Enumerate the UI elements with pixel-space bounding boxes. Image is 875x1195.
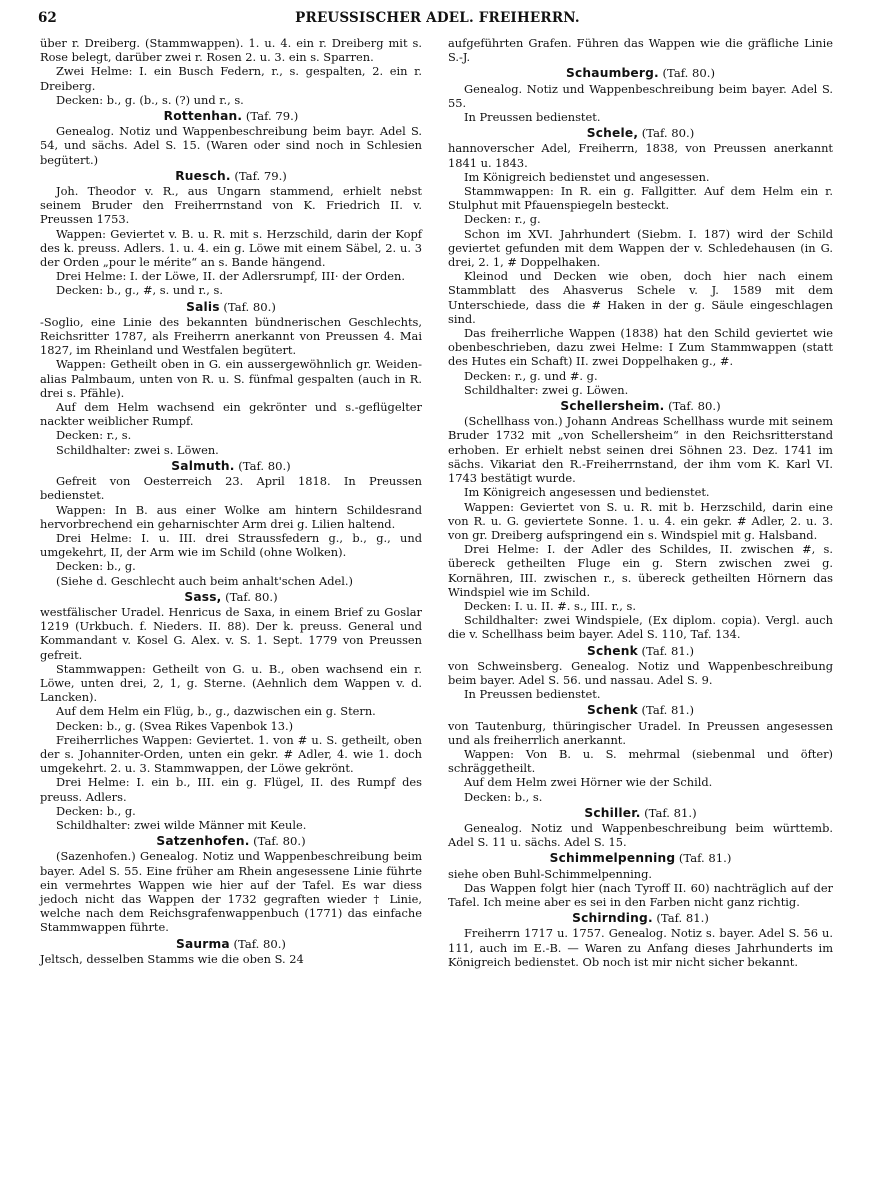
family-entry (40, 300, 422, 457)
entry-paragraph: Decken: r., g. und #. g. (464, 368, 598, 383)
family-entry (448, 851, 833, 909)
left-column (40, 36, 422, 967)
entry-paragraph: Decken: b., g. (b., s. (?) und r., s. (56, 92, 244, 107)
entry-paragraph: Decken: b., g. (56, 803, 136, 818)
family-entry (448, 703, 833, 803)
entry-paragraph: von Schweinsberg. Genealog. Notiz und Wappenbeschreibung beim bayer. Adel S. 56. und nassau. Adel S. 9. (448, 658, 833, 687)
plate-reference: (Taf. 80.) (238, 458, 291, 473)
entry-heading (448, 806, 833, 820)
family-entry (40, 109, 422, 167)
entry-paragraph: Stammwappen: Getheilt von G. u. B., oben wachsend ein r. Löwe, unten drei, 2, 1, g. Sterne. (Aehnlich dem Wappen v. d. Lancken). (40, 661, 422, 705)
entry-paragraph: Schildhalter: zwei g. Löwen. (464, 382, 629, 397)
entry-heading (40, 109, 422, 123)
plate-reference: (Taf. 81.) (641, 643, 695, 658)
family-entry (448, 66, 833, 124)
entry-paragraph: Zwei Helme: I. ein Busch Federn, r., s. gespalten, 2. ein r. Dreiberg. (40, 64, 422, 93)
plate-reference: (Taf. 79.) (234, 168, 287, 183)
family-name: Ruesch. (175, 168, 231, 183)
entry-paragraph: Drei Helme: I. der Löwe, II. der Adlersrumpf, III· der Orden. (56, 269, 405, 284)
entry-paragraph: Stammwappen: In R. ein g. Fallgitter. Auf dem Helm ein r. Stulphut mit Pfauenspiegeln besteckt. (448, 184, 833, 213)
entry-paragraph: Schildhalter: zwei wilde Männer mit Keule. (56, 817, 307, 832)
entry-heading (40, 169, 422, 183)
family-entry (448, 644, 833, 702)
family-entry (448, 806, 833, 850)
family-name: Saurma (176, 936, 230, 951)
family-name: Sass, (184, 589, 222, 604)
entry-heading (40, 459, 422, 473)
entry-paragraph: In Preussen bedienstet. (464, 687, 601, 702)
entry-paragraph: Decken: I. u. II. #. s., III. r., s. (464, 598, 637, 613)
entry-paragraph: Decken: b., g. (56, 559, 136, 574)
family-entry (40, 36, 422, 107)
family-entry (40, 590, 422, 832)
family-entry (448, 126, 833, 397)
entry-paragraph: Schildhalter: zwei Windspiele, (Ex diplom. copia). Vergl. auch die v. Schellhass beim bayer. Adel S. 110, Taf. 134. (448, 613, 833, 642)
entry-paragraph: In Preussen bedienstet. (464, 110, 601, 125)
entry-paragraph: Das freiherrliche Wappen (1838) hat den Schild geviertet wie obenbeschrieben, dazu zwei Helme: I Zum Stammwappen (statt des Hutes ein Schaft) II. zwei Doppelhaken g., #. (448, 326, 833, 369)
family-entry (40, 169, 422, 298)
plate-reference: (Taf. 80.) (641, 126, 695, 141)
entry-heading (40, 300, 422, 314)
page-header (38, 10, 837, 32)
entry-heading (448, 66, 833, 80)
family-name: Schele, (586, 126, 639, 141)
entry-paragraph: (Schellhass von.) Johann Andreas Schellhass wurde mit seinem Bruder 1732 mit „von Schellersheim“ in den Reichsritterstand erhoben. Er erhielt nebst seinen drei Söhnen 23. Dez. 1741 im sächs. Vikariat den R.-Freiherrnstand, der ihm vom K. Karl VI. 1743 bestätigt wurde. (448, 414, 833, 486)
entry-paragraph: siehe oben Buhl-Schimmelpenning. (448, 866, 653, 881)
entry-paragraph: Im Königreich angesessen und bedienstet. (464, 485, 710, 500)
entry-paragraph: Genealog. Notiz und Wappenbeschreibung beim württemb. Adel S. 11 u. sächs. Adel S. 15. (448, 820, 833, 850)
entry-paragraph: (Sazenhofen.) Genealog. Notiz und Wappenbeschreibung beim bayer. Adel S. 55. Eine früher am Rhein angesessene Linie führte ein vermehrtes Wappen wie hier auf der Tafel. Es war diess jedoch nicht das Wappen der 1732 gegraften wieder † Linie, welche nach dem Reichsgrafenwappenbuch (1771) das einfache Stammwappen führte. (40, 849, 422, 935)
plate-reference: (Taf. 79.) (245, 109, 299, 124)
family-name: Schirnding. (572, 911, 653, 926)
entry-heading (448, 851, 833, 865)
entry-heading (448, 703, 833, 717)
entry-paragraph: (Siehe d. Geschlecht auch beim anhalt'schen Adel.) (56, 573, 353, 588)
family-entry (40, 937, 422, 966)
entry-heading (448, 399, 833, 413)
entry-paragraph: Wappen: Von B. u. S. mehrmal (siebenmal und öfter) schräggetheilt. (448, 746, 833, 776)
entry-paragraph: Drei Helme: I. u. III. drei Straussfedern g., b., g., und umgekehrt, II, der Arm wie im Schild (ohne Wolken). (40, 530, 422, 560)
entry-heading (448, 126, 833, 140)
entry-paragraph: Schildhalter: zwei s. Löwen. (56, 442, 219, 457)
entry-paragraph: Freiherrn 1717 u. 1757. Genealog. Notiz s. bayer. Adel S. 56 u. 111, auch im E.-B. — Waren zu Anfang dieses Jahrhunderts im Königreich bedienstet. Ob noch ist mir nicht sicher bekannt. (448, 926, 833, 969)
entry-paragraph: Drei Helme: I. ein b., III. ein g. Flügel, II. des Rumpf des preuss. Adlers. (40, 775, 422, 804)
family-name: Schenk (586, 703, 638, 718)
plate-reference: (Taf. 81.) (678, 851, 732, 866)
entry-paragraph: Decken: b., g., #, s. und r., s. (56, 283, 223, 298)
entry-paragraph: westfälischer Uradel. Henricus de Saxa, in einem Brief zu Goslar 1219 (Urkbuch. f. Nieders. II. 88). Der k. preuss. General und Kommandant v. Kosel G. Alex. v. S. 1. Sept. 1779 von Preussen gefreit. (40, 604, 422, 662)
right-column (448, 36, 833, 970)
entry-paragraph: Wappen: Geviertet von S. u. R. mit b. Herzschild, darin eine von R. u. G. geviertete Sonne. 1. u. 4. ein gekr. # Adler, 2. u. 3. von gr. Dreiberg aufspringend ein s. Windspiel mit g. Halsband. (448, 499, 833, 542)
family-entry (448, 36, 833, 64)
plate-reference: (Taf. 81.) (641, 703, 695, 718)
entry-paragraph: -Soglio, eine Linie des bekannten bündnerischen Geschlechts, Reichsritter 1787, als Freiherrn anerkannt von Preussen 4. Mai 1827, im Rheinland und Westfalen begütert. (40, 314, 422, 358)
entry-heading (448, 911, 833, 925)
entry-paragraph: Wappen: Geviertet v. B. u. R. mit s. Herzschild, darin der Kopf des k. preuss. Adlers. 1. u. 4. ein g. Löwe mit einem Säbel, 2. u. 3 der Orden „pour le mérite“ an s. Bande hängend. (40, 226, 422, 270)
entry-paragraph: Decken: b., g. (Svea Rikes Vapenbok 13.) (56, 718, 294, 733)
entry-heading (448, 644, 833, 658)
entry-paragraph: aufgeführten Grafen. Führen das Wappen wie die gräfliche Linie S.-J. (448, 36, 833, 65)
plate-reference: (Taf. 80.) (225, 589, 278, 604)
entry-paragraph: Freiherrliches Wappen: Geviertet. 1. von # u. S. getheilt, oben der s. Johanniter-Orden, unten ein gekr. # Adler, 4. wie 1. doch umgekehrt. 2. u. 3. Stammwappen, der Löwe gekrönt. (40, 732, 422, 776)
entry-paragraph: Wappen: Getheilt oben in G. ein aussergewöhnlich gr. Weiden- alias Palmbaum, unten von R. u. S. fünfmal gespalten (auch in R. drei s. Pfähle). (40, 357, 422, 400)
entry-heading (40, 937, 422, 951)
entry-paragraph: Wappen: In B. aus einer Wolke am hintern Schildesrand hervorbrechend ein geharnischter Arm drei g. Lilien haltend. (40, 502, 422, 531)
entry-paragraph: Decken: r., s. (56, 428, 132, 443)
family-name: Schimmelpenning (549, 851, 676, 866)
entry-paragraph: Decken: b., s. (464, 789, 543, 804)
entry-paragraph: über r. Dreiberg. (Stammwappen). 1. u. 4. ein r. Dreiberg mit s. Rose belegt, darüber zwei r. Rosen 2. u. 3. ein s. Sparren. (40, 36, 422, 65)
plate-reference: (Taf. 80.) (668, 399, 721, 414)
entry-paragraph: Drei Helme: I. der Adler des Schildes, II. zwischen #, s. übereck getheilten Fluge ein g. Stern zwischen zwei g. Kornähren, III. zwischen r., s. übereck getheilten Hörnern das Windspiel wie im Schild. (448, 542, 833, 599)
family-entry (40, 459, 422, 588)
entry-paragraph: Im Königreich bedienstet und angesessen. (464, 169, 710, 184)
family-entry (448, 399, 833, 641)
plate-reference: (Taf. 80.) (233, 936, 286, 951)
entry-heading (40, 590, 422, 604)
entry-paragraph: Auf dem Helm ein Flüg, b., g., dazwischen ein g. Stern. (56, 704, 376, 719)
entry-paragraph: Jeltsch, desselben Stamms wie die oben S. 24 (40, 951, 304, 966)
plate-reference: (Taf. 80.) (662, 66, 715, 81)
entry-paragraph: Schon im XVI. Jahrhundert (Siebm. I. 187) wird der Schild geviertet gefunden mit dem Wappen der v. Schledehausen (in G. drei, 2. 1, # Doppelhaken. (448, 226, 833, 270)
entry-heading (40, 834, 422, 848)
entry-paragraph: Genealog. Notiz und Wappenbeschreibung beim bayer. Adel S. 55. (448, 81, 833, 110)
plate-reference: (Taf. 80.) (253, 834, 306, 849)
plate-reference: (Taf. 81.) (644, 805, 697, 820)
plate-reference: (Taf. 80.) (223, 299, 276, 314)
entry-paragraph: Genealog. Notiz und Wappenbeschreibung beim bayr. Adel S. 54, und sächs. Adel S. 15. (Waren oder sind noch in Schlesien begütert.) (40, 124, 422, 167)
family-entry (40, 834, 422, 934)
entry-paragraph: Auf dem Helm wachsend ein gekrönter und s.-geflügelter nackter weiblicher Rumpf. (40, 400, 422, 429)
plate-reference: (Taf. 81.) (656, 911, 709, 926)
entry-paragraph: Decken: r., g. (464, 212, 541, 227)
entry-paragraph: hannoverscher Adel, Freiherrn, 1838, von Preussen anerkannt 1841 u. 1843. (448, 141, 833, 170)
entry-paragraph: Gefreit von Oesterreich 23. April 1818. In Preussen bedienstet. (40, 474, 422, 503)
family-entry (448, 911, 833, 969)
entry-paragraph: von Tautenburg, thüringischer Uradel. In Preussen angesessen und als freiherrlich anerkannt. (448, 718, 833, 747)
entry-paragraph: Joh. Theodor v. R., aus Ungarn stammend, erhielt nebst seinem Bruder den Freiherrnstand von K. Friedrich II. v. Preussen 1753. (40, 184, 422, 227)
family-name: Schenk (586, 643, 638, 658)
family-name: Schaumberg. (566, 66, 659, 81)
running-head: PREUSSISCHER ADEL. FREIHERRN. (295, 10, 580, 26)
family-name: Salmuth. (171, 458, 235, 473)
family-name: Satzenhofen. (156, 834, 250, 849)
entry-paragraph: Kleinod und Decken wie oben, doch hier nach einem Stammblatt des Ahasverus Schele v. J. 1589 mit dem Unterschiede, dass die # Haken in der g. Säule eingeschlagen sind. (448, 269, 833, 326)
family-name: Salis (186, 299, 220, 314)
entry-paragraph: Auf dem Helm zwei Hörner wie der Schild. (464, 775, 713, 790)
family-name: Schiller. (584, 805, 641, 820)
entry-paragraph: Das Wappen folgt hier (nach Tyroff II. 60) nachträglich auf der Tafel. Ich meine aber es sei in den Farben nicht ganz richtig. (448, 880, 833, 909)
page-number: 62 (38, 10, 57, 26)
family-name: Schellersheim. (560, 399, 665, 414)
family-name: Rottenhan. (163, 109, 243, 124)
